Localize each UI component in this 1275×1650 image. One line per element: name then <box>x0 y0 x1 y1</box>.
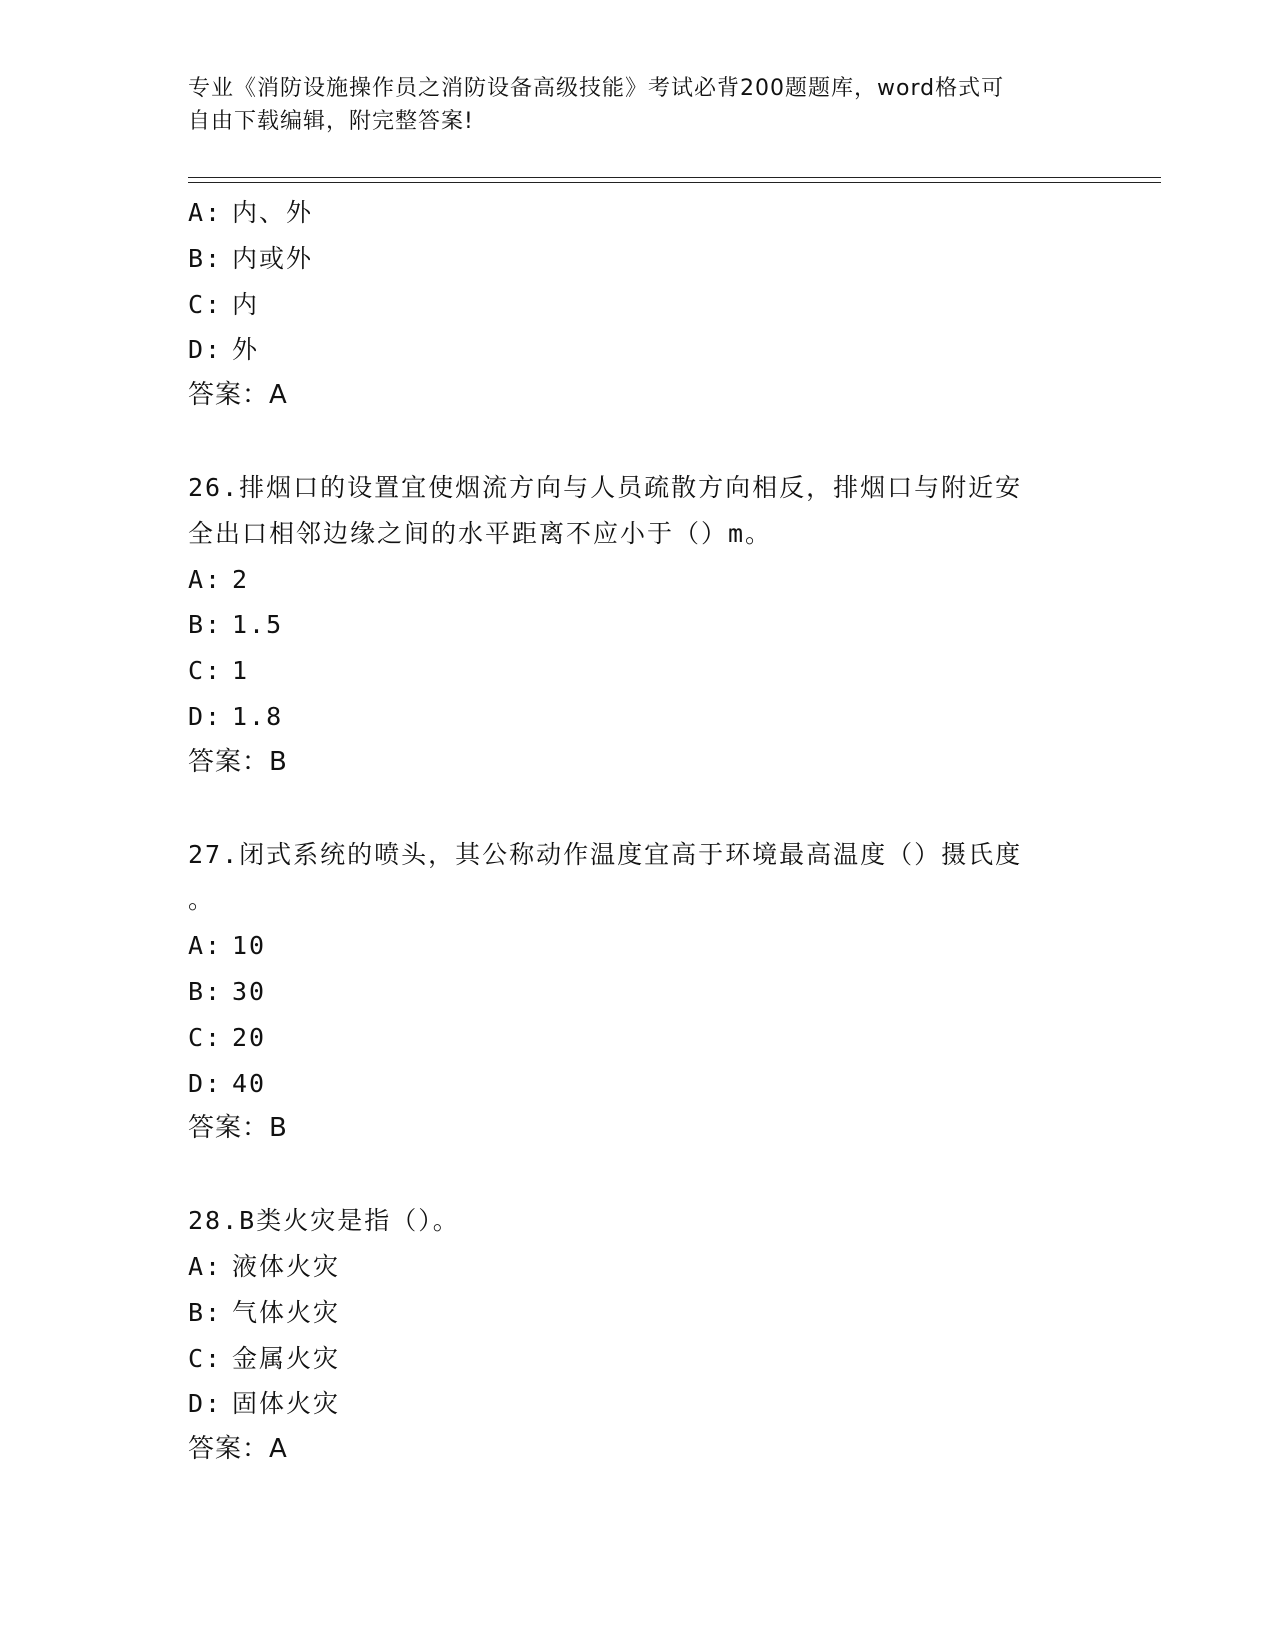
question-26 <box>188 465 1088 786</box>
option-text: 2 <box>232 564 250 594</box>
option-a <box>188 923 1088 969</box>
option-letter: A: <box>188 564 223 594</box>
option-b <box>188 1290 1088 1336</box>
option-c <box>188 1015 1088 1061</box>
option-letter: B: <box>188 976 223 1006</box>
option-text: 30 <box>232 976 267 1006</box>
option-d <box>188 327 1088 373</box>
option-text: 内 <box>232 289 260 319</box>
option-text: 40 <box>232 1068 267 1098</box>
question-28 <box>188 1198 1088 1473</box>
answer-label: 答案：B <box>188 1113 288 1144</box>
option-text: 外 <box>232 335 260 365</box>
answer-label: 答案：A <box>188 380 288 411</box>
option-text: 内、外 <box>232 198 314 227</box>
question-text-line-1: 27.闭式系统的喷头，其公称动作温度宜高于环境最高温度（）摄氏度 <box>188 839 1023 869</box>
option-text: 1.8 <box>232 701 284 731</box>
question-text-line-1: 28.B类火灾是指（）。 <box>188 1206 460 1236</box>
answer-label: 答案：A <box>188 1434 288 1465</box>
question-27 <box>188 832 1088 1153</box>
spacer <box>188 1152 1088 1198</box>
header-divider-top <box>188 177 1161 178</box>
question-text-line-2: 。 <box>188 885 216 915</box>
option-b <box>188 602 1088 648</box>
header-line-1: 专业《消防设施操作员之消防设备高级技能》考试必背200题题库，word格式可 <box>188 76 1005 101</box>
question-25-options <box>188 190 1088 419</box>
answer-label: 答案：B <box>188 746 288 777</box>
page-header <box>188 72 1068 138</box>
option-letter: C: <box>188 656 223 686</box>
option-text: 1.5 <box>232 610 284 640</box>
option-text: 10 <box>232 931 267 961</box>
question-list <box>188 190 1088 1473</box>
option-text: 1 <box>232 656 250 686</box>
option-d <box>188 1381 1088 1427</box>
option-letter: A: <box>188 198 223 227</box>
option-text: 20 <box>232 1022 267 1052</box>
option-letter: B: <box>188 1297 223 1327</box>
option-letter: D: <box>188 335 223 365</box>
option-text: 内或外 <box>232 243 314 273</box>
option-letter: C: <box>188 1022 223 1052</box>
option-c <box>188 648 1088 694</box>
option-letter: B: <box>188 243 223 273</box>
question-text-line-2: 全出口相邻边缘之间的水平距离不应小于（）m。 <box>188 518 773 548</box>
option-text: 气体火灾 <box>232 1297 341 1327</box>
option-letter: C: <box>188 289 223 319</box>
option-d <box>188 1061 1088 1107</box>
option-letter: C: <box>188 1343 223 1373</box>
option-letter: D: <box>188 1068 223 1098</box>
option-b <box>188 236 1088 282</box>
spacer <box>188 419 1088 465</box>
option-text: 金属火灾 <box>232 1343 341 1373</box>
option-d <box>188 694 1088 740</box>
spacer <box>188 786 1088 832</box>
option-a <box>188 557 1088 603</box>
option-text: 固体火灾 <box>232 1389 341 1419</box>
option-c <box>188 1336 1088 1382</box>
header-line-2: 自由下载编辑，附完整答案! <box>188 109 474 134</box>
option-b <box>188 969 1088 1015</box>
option-letter: B: <box>188 610 223 640</box>
option-letter: D: <box>188 1389 223 1419</box>
option-letter: A: <box>188 1251 223 1281</box>
header-divider-bottom <box>188 182 1161 183</box>
option-letter: D: <box>188 701 223 731</box>
option-letter: A: <box>188 931 223 961</box>
question-text-line-1: 26.排烟口的设置宜使烟流方向与人员疏散方向相反，排烟口与附近安 <box>188 472 1023 502</box>
option-a <box>188 1244 1088 1290</box>
option-a <box>188 190 1088 236</box>
option-text: 液体火灾 <box>232 1251 341 1281</box>
option-c <box>188 282 1088 328</box>
